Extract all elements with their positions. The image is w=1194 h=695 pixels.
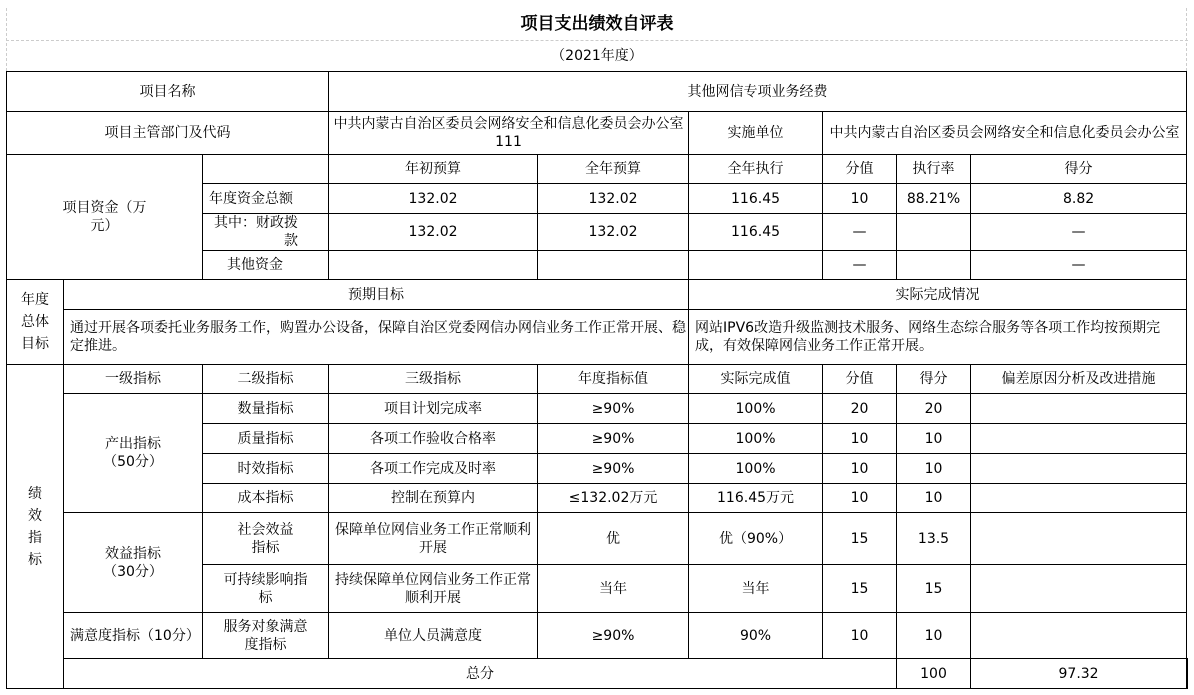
got-score: 10 xyxy=(897,424,971,454)
funds-cell xyxy=(897,214,971,251)
l3-indicator: 持续保障单位网信业务工作正常顺利开展 xyxy=(329,565,538,613)
funds-cell xyxy=(689,251,823,280)
funds-cell xyxy=(538,251,689,280)
indicator-header: 偏差原因分析及改进措施 xyxy=(971,365,1187,394)
indicator-row xyxy=(7,513,1188,565)
target-value: 当年 xyxy=(538,565,689,613)
row-indicators-header xyxy=(7,365,1188,394)
goals-label: 年度总体目标 xyxy=(7,280,64,365)
row-project-name xyxy=(7,72,1188,112)
l2-indicator: 数量指标 xyxy=(203,394,329,424)
group-output: 产出指标（50分） xyxy=(64,394,203,513)
funds-cell: 132.02 xyxy=(329,214,538,251)
deviation-note xyxy=(971,484,1187,513)
impl-unit-value: 中共内蒙古自治区委员会网络安全和信息化委员会办公室 xyxy=(823,112,1187,155)
indicator-header: 三级指标 xyxy=(329,365,538,394)
deviation-note xyxy=(971,454,1187,484)
funds-cell xyxy=(897,251,971,280)
funds-cell: 88.21% xyxy=(897,184,971,214)
funds-cell: — xyxy=(823,214,897,251)
l2-indicator: 时效指标 xyxy=(203,454,329,484)
got-score: 15 xyxy=(897,565,971,613)
actual-value: 当年 xyxy=(689,565,823,613)
indicator-header: 分值 xyxy=(823,365,897,394)
actual-completion-label: 实际完成情况 xyxy=(689,280,1187,310)
got-score: 10 xyxy=(897,484,971,513)
got-score: 10 xyxy=(897,613,971,659)
l3-indicator: 各项工作完成及时率 xyxy=(329,454,538,484)
target-value: 优 xyxy=(538,513,689,565)
funds-label: 项目资金（万元） xyxy=(7,155,203,280)
funds-row-name: 其他资金 xyxy=(203,251,329,280)
funds-header-blank xyxy=(203,155,329,184)
group-satisfaction: 满意度指标（10分） xyxy=(64,613,203,659)
actual-completion-text: 网站IPV6改造升级监测技术服务、网络生态综合服务等各项工作均按预期完成，有效保障网信业务工作正常开展。 xyxy=(689,310,1187,365)
funds-row-name: 年度资金总额 xyxy=(203,184,329,214)
department-label: 项目主管部门及代码 xyxy=(7,112,329,155)
funds-cell: 132.02 xyxy=(538,214,689,251)
score: 10 xyxy=(823,424,897,454)
deviation-note xyxy=(971,565,1187,613)
got-score: 13.5 xyxy=(897,513,971,565)
row-department xyxy=(7,112,1188,155)
target-value: ≥90% xyxy=(538,394,689,424)
indicator-row xyxy=(7,613,1188,659)
actual-value: 100% xyxy=(689,394,823,424)
actual-value: 100% xyxy=(689,454,823,484)
l3-indicator: 项目计划完成率 xyxy=(329,394,538,424)
indicator-header: 年度指标值 xyxy=(538,365,689,394)
l3-indicator: 各项工作验收合格率 xyxy=(329,424,538,454)
funds-header: 全年执行 xyxy=(689,155,823,184)
total-got: 97.32 xyxy=(971,659,1187,689)
actual-value: 116.45万元 xyxy=(689,484,823,513)
deviation-note xyxy=(971,613,1187,659)
row-goals-content xyxy=(7,310,1188,365)
row-funds-header xyxy=(7,155,1188,184)
score: 10 xyxy=(823,613,897,659)
total-score: 100 xyxy=(897,659,971,689)
l3-indicator: 保障单位网信业务工作正常顺利开展 xyxy=(329,513,538,565)
score: 15 xyxy=(823,565,897,613)
score: 20 xyxy=(823,394,897,424)
l2-indicator: 成本指标 xyxy=(203,484,329,513)
indicator-header: 实际完成值 xyxy=(689,365,823,394)
impl-unit-label: 实施单位 xyxy=(689,112,823,155)
deviation-note xyxy=(971,424,1187,454)
row-total xyxy=(7,659,1188,689)
l2-indicator: 质量指标 xyxy=(203,424,329,454)
got-score: 20 xyxy=(897,394,971,424)
l2-indicator: 社会效益指标 xyxy=(203,513,329,565)
actual-value: 90% xyxy=(689,613,823,659)
funds-row-name: 其中：财政拨款 xyxy=(203,214,329,251)
evaluation-table xyxy=(6,71,1188,689)
target-value: ≤132.02万元 xyxy=(538,484,689,513)
indicator-header: 得分 xyxy=(897,365,971,394)
score: 10 xyxy=(823,454,897,484)
form-year: （2021年度） xyxy=(551,48,643,64)
project-name-value: 其他网信专项业务经费 xyxy=(329,72,1187,112)
score: 10 xyxy=(823,484,897,513)
indicators-label: 绩效指标 xyxy=(7,365,64,689)
l2-indicator: 可持续影响指标 xyxy=(203,565,329,613)
funds-cell: 132.02 xyxy=(538,184,689,214)
form-title: 项目支出绩效自评表 xyxy=(6,8,1188,41)
funds-cell: — xyxy=(823,251,897,280)
total-label: 总分 xyxy=(64,659,897,689)
indicator-header: 一级指标 xyxy=(64,365,203,394)
target-value: ≥90% xyxy=(538,424,689,454)
deviation-note xyxy=(971,394,1187,424)
funds-cell: 132.02 xyxy=(329,184,538,214)
expected-goal-text: 通过开展各项委托业务服务工作，购置办公设备，保障自治区党委网信办网信业务工作正常开展、稳定推进。 xyxy=(64,310,689,365)
actual-value: 100% xyxy=(689,424,823,454)
funds-cell: 10 xyxy=(823,184,897,214)
l2-indicator: 服务对象满意度指标 xyxy=(203,613,329,659)
expected-goal-label: 预期目标 xyxy=(64,280,689,310)
indicator-row xyxy=(7,394,1188,424)
got-score: 10 xyxy=(897,454,971,484)
department-value: 中共内蒙古自治区委员会网络安全和信息化委员会办公室 111 xyxy=(329,112,689,155)
row-goals-header xyxy=(7,280,1188,310)
funds-header: 年初预算 xyxy=(329,155,538,184)
deviation-note xyxy=(971,513,1187,565)
funds-header: 分值 xyxy=(823,155,897,184)
indicator-header: 二级指标 xyxy=(203,365,329,394)
funds-header: 得分 xyxy=(971,155,1187,184)
funds-header: 全年预算 xyxy=(538,155,689,184)
total-note xyxy=(1187,659,1188,689)
group-benefit: 效益指标（30分） xyxy=(64,513,203,613)
target-value: ≥90% xyxy=(538,454,689,484)
project-name-label: 项目名称 xyxy=(7,72,329,112)
funds-cell: — xyxy=(971,251,1187,280)
funds-cell: 116.45 xyxy=(689,214,823,251)
score: 15 xyxy=(823,513,897,565)
funds-header: 执行率 xyxy=(897,155,971,184)
funds-cell: 116.45 xyxy=(689,184,823,214)
funds-cell xyxy=(329,251,538,280)
actual-value: 优（90%） xyxy=(689,513,823,565)
target-value: ≥90% xyxy=(538,613,689,659)
funds-cell: — xyxy=(971,214,1187,251)
funds-cell: 8.82 xyxy=(971,184,1187,214)
l3-indicator: 单位人员满意度 xyxy=(329,613,538,659)
l3-indicator: 控制在预算内 xyxy=(329,484,538,513)
